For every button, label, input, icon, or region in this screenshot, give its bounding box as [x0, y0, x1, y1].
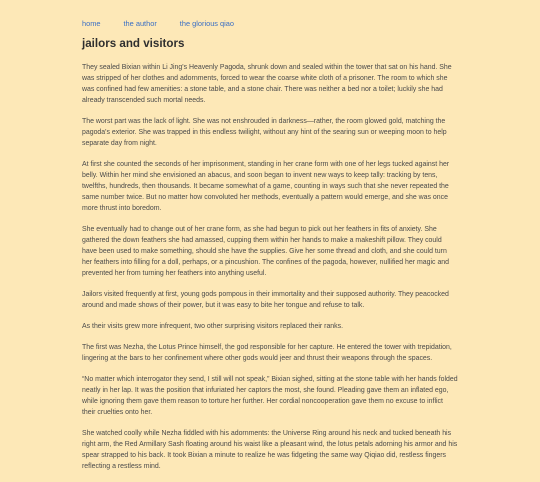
- story-paragraph: At first she counted the seconds of her imprisonment, standing in her crane form with one of her legs tucked against her belly. Within her mind she envisioned an abacus, and soon began to invent new ways to keep tally: tracking by tens, twelfths, hundreds, then thousands. It became somewhat of a game, counting in ways such that she never repeated the same number twice. But no matter how convoluted her methods, eventually a pattern would emerge, and she was once more thrust into boredom.: [82, 161, 450, 212]
- story-content: [82, 62, 458, 482]
- page-title: jailors and visitors: [82, 37, 185, 50]
- story-paragraph: They sealed Bixian within Li Jing's Heavenly Pagoda, shrunk down and sealed within the tower that sat on his hand. She was stripped of her clothes and adornments, forced to wear the coarse white cloth of a prisoner. The room to which she was confined had few amenities: a stone table, and a stone chair. There was neither a bed nor a toilet; luckily she had already transcended such mortal needs.: [82, 64, 452, 104]
- top-nav: [82, 19, 257, 28]
- nav-link-the-glorious-qiao[interactable]: the glorious qiao: [179, 19, 235, 28]
- story-paragraph: As their visits grew more infrequent, two other surprising visitors replaced their ranks.: [82, 323, 344, 330]
- story-paragraph: Jailors visited frequently at first, young gods pompous in their immortality and their supposed authority. They peacocked around and made shows of their power, but it was easy to bite her tongue and refuse to talk.: [82, 291, 449, 309]
- story-paragraph: The first was Nezha, the Lotus Prince himself, the god responsible for her capture. He entered the tower with trepidation, lingering at the bars to her confinement where other gods would jeer and thrust their weapons through the spaces.: [82, 344, 452, 362]
- nav-link-the-author[interactable]: the author: [123, 19, 157, 28]
- nav-link-home[interactable]: home: [82, 19, 101, 28]
- story-paragraph: The worst part was the lack of light. She was not enshrouded in darkness—rather, the room glowed gold, matching the pagoda's exterior. She was trapped in this endless twilight, without any hint of the searing sun or weeping moon to help separate day from night.: [82, 118, 447, 147]
- story-paragraph: She watched coolly while Nezha fiddled with his adornments: the Universe Ring around his neck and tucked beneath his right arm, the Red Armillary Sash floating around his waist like a pleasant wind, the lotus petals adorning his armor and his spear strapped to his back. It took Bixian a minute to realize he was fidgeting the same way Qiqiao did, restless fingers reflecting a restless mind.: [82, 430, 458, 470]
- story-paragraph: “No matter which interrogator they send, I still will not speak,” Bixian sighed, sitting at the stone table with her hands folded neatly in her lap. It was the position that infuriated her captors the most, she found. Pleading gave them an inflated ego, while ignoring them gave them reason to torture her further. Her cordial noncooperation gave them no excuse to inflict their cruelties onto her.: [82, 376, 458, 416]
- story-paragraph: She eventually had to change out of her crane form, as she had begun to pick out her feathers in fits of anxiety. She gathered the down feathers she had amassed, cupping them within her hands to make a makeshift pillow. They could have been used to make something, should she have the supplies. Give her some thread and cloth, and she could turn her feathers into filling for a doll, perhaps, or a pincushion. The confines of the pagoda, however, nullified her magic and prevented her from turning her feathers into anything useful.: [82, 226, 450, 277]
